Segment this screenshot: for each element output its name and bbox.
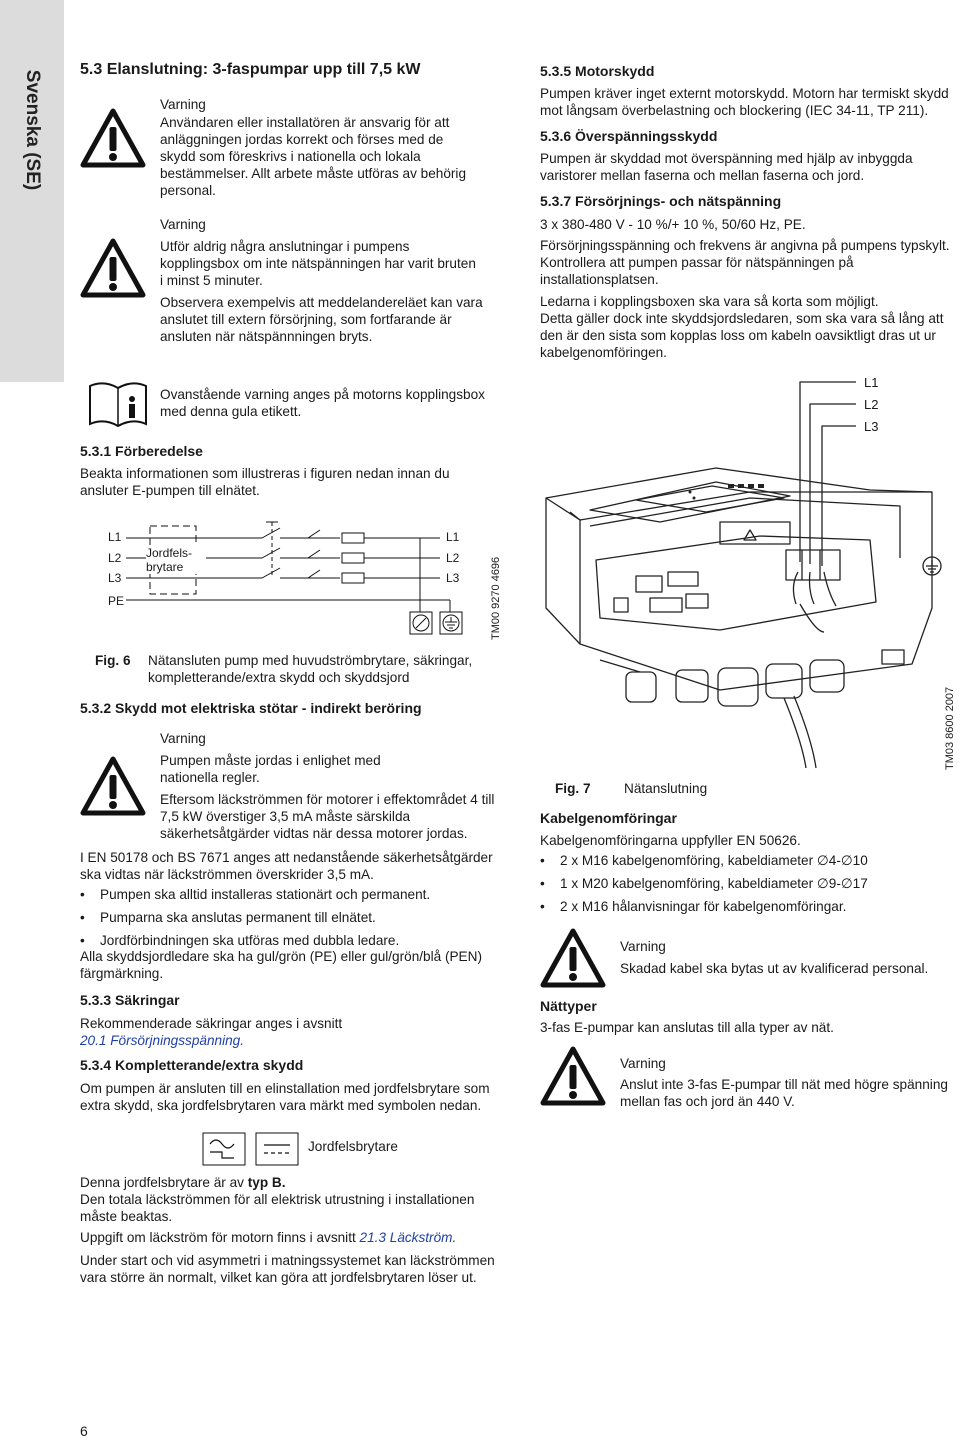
section-link[interactable]: 20.1 Försörjningsspänning. [80, 1033, 244, 1048]
warning-icon [80, 238, 146, 298]
language-tab [0, 0, 64, 382]
paragraph: Uppgift om läckström för motorn finns i avsnitt 21.3 Läckström. [80, 1230, 457, 1245]
section-heading: 5.3.4 Kompletterande/extra skydd [80, 1057, 304, 1073]
warning-text: Pumpen måste jordas i enlighet med nationella regler. [160, 753, 381, 785]
fig6-number: Fig. 6 [95, 653, 131, 668]
paragraph: Kabelgenomföringarna uppfyller EN 50626. [540, 833, 801, 848]
fig6-breaker-label: Jordfels- brytare [146, 546, 206, 574]
fig7-drawing [540, 372, 960, 772]
bullet-list [80, 886, 500, 955]
list-item: • 1 x M20 kabelgenomföring, kabeldiameter ∅9-∅17 [540, 875, 960, 892]
fig7-label: L1 [864, 375, 879, 390]
list-item: • 2 x M16 kabelgenomföring, kabeldiameter ∅4-∅10 [540, 852, 960, 869]
paragraph: Denna jordfelsbrytare är av typ B. [80, 1175, 286, 1190]
fig6-label: L1 [108, 530, 122, 544]
paragraph: Detta gäller dock inte skyddsjordsledaren, som ska vara så lång att den är den sista som kopplas loss om kabeln oavsiktligt dras ut ur kabelgenomföringen. [540, 311, 944, 360]
page-number: 6 [80, 1423, 88, 1439]
warning-icon [80, 756, 146, 816]
fig6-caption: Nätansluten pump med huvudströmbrytare, säkringar, kompletterande/extra skydd och skyddsjord [148, 653, 473, 685]
paragraph: Den totala läckströmmen för all elektrisk utrustning i installationen måste beaktas. [80, 1192, 475, 1224]
fig6-label: L3 [446, 571, 460, 585]
paragraph: I EN 50178 och BS 7671 anges att nedanstående säkerhetsåtgärder ska vidtas när läckströmmen överskrider 3,5 mA. [80, 850, 493, 882]
language-tab-label: Svenska (SE) [22, 69, 43, 191]
fig6-label: L2 [446, 551, 460, 565]
list-item: • 2 x M16 hålanvisningar för kabelgenomföringar. [540, 898, 960, 915]
section-link[interactable]: 21.3 Läckström. [359, 1230, 457, 1245]
section-title: 5.3 Elanslutning: 3-faspumpar upp till 7,5 kW [80, 61, 421, 78]
section-heading: Kabelgenomföringar [540, 810, 677, 826]
fig6-code: TM00 9270 4696 [490, 556, 502, 640]
fig7-number: Fig. 7 [555, 781, 591, 796]
warning-text: Utför aldrig några anslutningar i pumpens kopplingsbox om inte nätspänningen har varit bruten i minst 5 minuter. [160, 239, 476, 288]
list-item: • Pumpen ska alltid installeras stationärt och permanent. [80, 886, 500, 903]
paragraph: Försörjningsspänning och frekvens är angivna på pumpens typskylt. Kontrollera att pumpen passar för nätspänningen på installationsplatsen. [540, 238, 950, 287]
section-heading: 5.3.2 Skydd mot elektriska stötar - indirekt beröring [80, 700, 422, 716]
list-item: • Pumparna ska anslutas permanent till elnätet. [80, 909, 500, 926]
section-heading: 5.3.3 Säkringar [80, 992, 180, 1008]
fig7-label: L3 [864, 419, 879, 434]
fig7-label: L2 [864, 397, 879, 412]
fig7-caption: Nätanslutning [624, 781, 708, 796]
fig7-code: TM03 8600 2007 [944, 686, 956, 770]
paragraph: Pumpen är skyddad mot överspänning med hjälp av inbyggda varistorer mellan faserna och mellan faserna och jord. [540, 151, 913, 183]
warning-label: Varning [620, 939, 666, 954]
warning-text: Observera exempelvis att meddelandereläet kan vara anslutet till extern försörjning, som fortfarande är ansluten när nätspännningen bryts. [160, 295, 483, 344]
fig6-label: L2 [108, 551, 122, 565]
section-heading: Nättyper [540, 998, 597, 1014]
paragraph: Rekommenderade säkringar anges i avsnitt [80, 1016, 343, 1031]
bullet-list [540, 852, 960, 921]
warning-label: Varning [160, 97, 206, 112]
section-heading: 5.3.7 Försörjnings- och nätspänning [540, 193, 782, 209]
list-item: • Jordförbindningen ska utföras med dubbla ledare. [80, 932, 500, 949]
warning-label: Varning [160, 731, 206, 746]
warning-text: Eftersom läckströmmen för motorer i effektområdet 4 till 7,5 kW överstiger 3,5 mA måste särskilda säkerhetsåtgärder vidtas när dessa motorer jordas. [160, 792, 495, 841]
warning-icon [540, 1046, 606, 1106]
section-heading: 5.3.1 Förberedelse [80, 443, 203, 459]
info-book-icon [88, 382, 148, 428]
fig6-label: L3 [108, 571, 122, 585]
warning-label: Varning [160, 217, 206, 232]
warning-icon [540, 928, 606, 988]
fig6-label: L1 [446, 530, 460, 544]
rcd-label: Jordfelsbrytare [308, 1139, 398, 1154]
warning-text: Anslut inte 3-fas E-pumpar till nät med högre spänning mellan fas och jord än 440 V. [620, 1077, 948, 1109]
paragraph: Pumpen kräver inget externt motorskydd. Motorn har termiskt skydd mot långsam överbelastning och blockering (IEC 34-11, TP 211). [540, 86, 949, 118]
rcd-symbol-icon [202, 1132, 300, 1166]
paragraph: Alla skyddsjordledare ska ha gul/grön (PE) eller gul/grön/blå (PEN) färgmärkning. [80, 949, 482, 981]
warning-text: Skadad kabel ska bytas ut av kvalificerad personal. [620, 961, 929, 976]
info-note: Ovanstående varning anges på motorns kopplingsbox med denna gula etikett. [160, 387, 485, 419]
warning-icon [80, 108, 146, 168]
paragraph: 3 x 380-480 V - 10 %/+ 10 %, 50/60 Hz, PE. [540, 217, 806, 232]
section-heading: 5.3.6 Överspänningsskydd [540, 128, 718, 144]
warning-label: Varning [620, 1056, 666, 1071]
paragraph: Ledarna i kopplingsboxen ska vara så korta som möjligt. [540, 294, 879, 309]
fig6-diagram [80, 516, 520, 646]
paragraph: 3-fas E-pumpar kan anslutas till alla typer av nät. [540, 1020, 834, 1035]
paragraph: Beakta informationen som illustreras i figuren nedan innan du ansluter E-pumpen till elnätet. [80, 466, 450, 498]
warning-text: Användaren eller installatören är ansvarig för att anläggningen jordas korrekt och förses med de skydd som föreskrivs i nationella och lokala bestämmelser. Allt arbete måste utföras av behörig personal. [160, 115, 467, 198]
paragraph: Under start och vid asymmetri i matningssystemet kan läckströmmen vara större än normalt, vilket kan göra att jordfelsbrytaren löser ut. [80, 1253, 495, 1285]
fig6-label: PE [108, 594, 125, 608]
paragraph: Om pumpen är ansluten till en elinstallation med jordfelsbrytare som extra skydd, ska jordfelsbrytaren vara märkt med symbolen nedan. [80, 1081, 490, 1113]
section-heading: 5.3.5 Motorskydd [540, 63, 655, 79]
